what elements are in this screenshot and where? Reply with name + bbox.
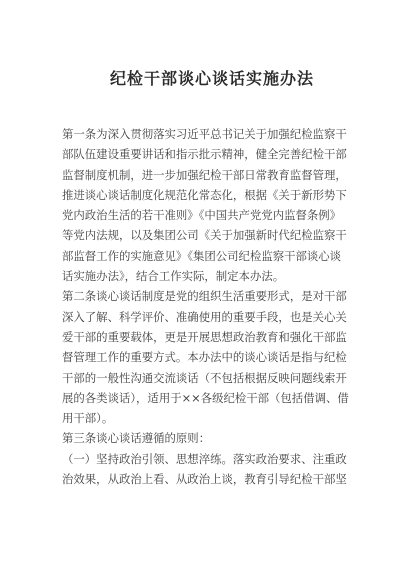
- text-line: （一）坚持政治引领、思想淬练。落实政治要求、注重政: [62, 451, 347, 466]
- article-3-paragraph: [62, 428, 362, 448]
- text-line: 展的各类谈话），适用于××各级纪检干部（包括借调、借: [62, 390, 349, 405]
- text-line: 第一条为深入贯彻落实习近平总书记关于加强纪检监察干: [62, 127, 347, 141]
- text-line: 干部的一般性沟通交流谈话（不包括根据反映问题线索开: [62, 370, 347, 385]
- article-2-paragraph: [62, 286, 362, 428]
- text-line: 监督制度机制，进一步加强纪检干部日常教育监督管理，: [62, 167, 347, 182]
- text-line: 推进谈心谈话制度化规范化常态化，根据《关于新形势下: [62, 187, 347, 202]
- document-body: [62, 124, 362, 489]
- text-line: 用干部）。: [62, 411, 114, 426]
- text-line: 党内政治生活的若干准则》《中国共产党党内监督条例》: [62, 208, 342, 223]
- text-line: 等党内法规，以及集团公司《关于加强新时代纪检监察干: [62, 228, 347, 243]
- text-line: 深入了解、科学评价、准确使用的重要手段，也是关心关: [62, 309, 347, 324]
- text-line: 部监督工作的实施意见》《集团公司纪检监察干部谈心谈: [62, 248, 342, 263]
- text-line: 第二条谈心谈话制度是党的组织生活重要形式，是对干部: [62, 289, 347, 304]
- text-line: 治效果，从政治上看、从政治上谈，教育引导纪检干部坚: [62, 472, 347, 487]
- text-line: 话实施办法》，结合工作实际，制定本办法。: [62, 269, 285, 284]
- text-line: 部队伍建设重要讲话和指示批示精神，健全完善纪检干部: [62, 147, 347, 162]
- document-title: 纪检干部谈心谈话实施办法: [109, 69, 314, 88]
- text-line: 爱干部的重要载体，更是开展思想政治教育和强化干部监: [62, 329, 347, 344]
- principle-1-paragraph: [62, 449, 362, 490]
- text-line: 第三条谈心谈话遵循的原则：: [62, 431, 211, 446]
- text-line: 督管理工作的重要方式。本办法中的谈心谈话是指与纪检: [62, 350, 347, 365]
- article-1-paragraph: [62, 124, 362, 286]
